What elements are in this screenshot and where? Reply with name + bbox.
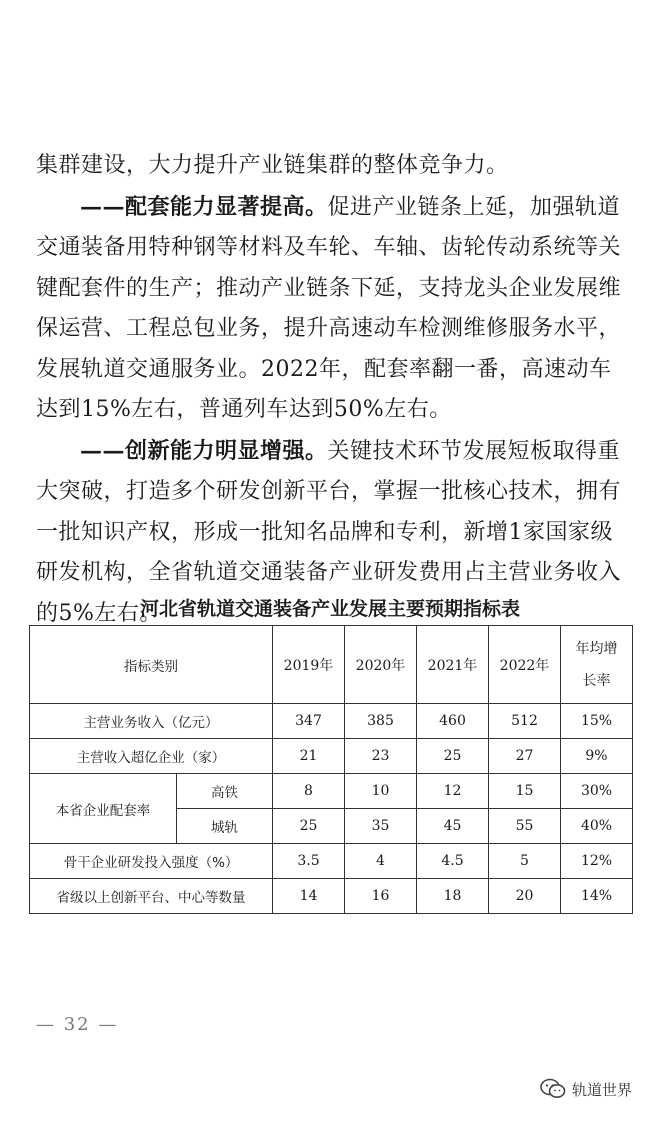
cell-value: 18	[417, 879, 489, 914]
header-category: 指标类别	[30, 626, 273, 704]
cell-value: 21	[273, 739, 345, 774]
row-label: 骨干企业研发投入强度（%）	[30, 844, 273, 879]
indicator-table	[29, 625, 633, 914]
cell-value: 15	[489, 774, 561, 809]
page-number: — 32 —	[36, 1014, 119, 1035]
cell-value: 45	[417, 809, 489, 844]
cell-value: 25	[273, 809, 345, 844]
cell-value: 25	[417, 739, 489, 774]
paragraph-3-text: 关键技术环节发展短板取得重大突破，打造多个研发创新平台，掌握一批核心技术，拥有一批知识产权，形成一批知名品牌和专利，新增1家国家级研发机构，全省轨道交通装备产业研发费用占主营业务收入的5%左右。	[36, 438, 622, 626]
cell-value: 3.5	[273, 844, 345, 879]
paragraph-2-text: 促进产业链条上延，加强轨道交通装备用特种钢等材料及车轮、车轴、齿轮传动系统等关键配套件的生产；推动产业链条下延，支持龙头企业发展维保运营、工程总包业务，提升高速动车检测维修服务水平，发展轨道交通服务业。2022年，配套率翻一番，高速动车达到15%左右，普通列车达到50%左右。	[36, 194, 622, 422]
header-annual-growth-rate	[561, 626, 633, 704]
cell-rate: 9%	[561, 739, 633, 774]
cell-value: 27	[489, 739, 561, 774]
watermark-text: 轨道世界	[572, 1080, 633, 1099]
cell-value: 35	[345, 809, 417, 844]
cell-value: 385	[345, 704, 417, 739]
cell-value: 16	[345, 879, 417, 914]
cell-rate: 14%	[561, 879, 633, 914]
paragraph-2-heading: ——配套能力显著提高。	[80, 193, 328, 220]
table-row	[30, 844, 633, 879]
header-year: 2022年	[489, 626, 561, 704]
header-year: 2020年	[345, 626, 417, 704]
table-row	[30, 774, 633, 809]
sub-row-label: 城轨	[177, 809, 273, 844]
header-year: 2019年	[273, 626, 345, 704]
cell-rate: 15%	[561, 704, 633, 739]
cell-value: 10	[345, 774, 417, 809]
table-title: 河北省轨道交通装备产业发展主要预期指标表	[139, 598, 520, 620]
cell-value: 347	[273, 704, 345, 739]
cell-value: 8	[273, 774, 345, 809]
cell-value: 12	[417, 774, 489, 809]
cell-value: 20	[489, 879, 561, 914]
table-row	[30, 739, 633, 774]
cell-rate: 40%	[561, 809, 633, 844]
header-rate-line1: 年均增	[575, 640, 618, 657]
cell-rate: 30%	[561, 774, 633, 809]
paragraph-1: 集群建设，大力提升产业链集群的整体竞争力。	[36, 153, 509, 178]
cell-value: 5	[489, 844, 561, 879]
table-row	[30, 879, 633, 914]
table-row	[30, 704, 633, 739]
cell-value: 14	[273, 879, 345, 914]
cell-value: 23	[345, 739, 417, 774]
cell-value: 55	[489, 809, 561, 844]
table-header-row	[30, 626, 633, 704]
paragraph-3-heading: ——创新能力明显增强。	[80, 437, 328, 464]
wechat-icon	[540, 1078, 566, 1100]
body-text	[36, 146, 632, 634]
watermark	[540, 1078, 632, 1100]
paragraph-2	[36, 187, 632, 431]
sub-row-label: 高铁	[177, 774, 273, 809]
row-label: 本省企业配套率	[30, 774, 177, 844]
row-label: 省级以上创新平台、中心等数量	[30, 879, 273, 914]
cell-value: 4.5	[417, 844, 489, 879]
cell-value: 4	[345, 844, 417, 879]
cell-value: 460	[417, 704, 489, 739]
header-rate-line2: 长率	[582, 672, 611, 689]
cell-rate: 12%	[561, 844, 633, 879]
row-label: 主营业务收入（亿元）	[30, 704, 273, 739]
header-year: 2021年	[417, 626, 489, 704]
row-label: 主营收入超亿企业（家）	[30, 739, 273, 774]
cell-value: 512	[489, 704, 561, 739]
